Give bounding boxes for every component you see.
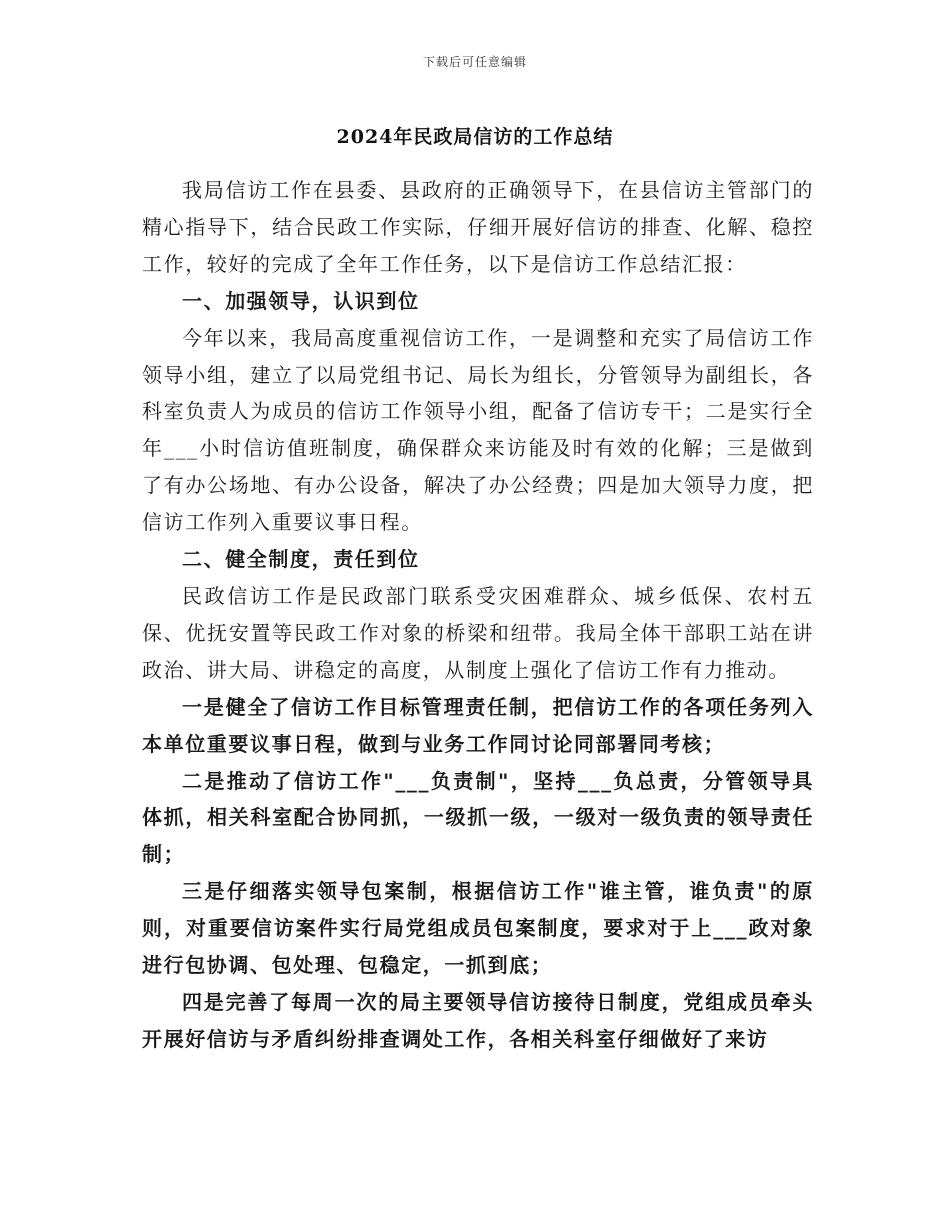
document-title: 2024年民政局信访的工作总结	[336, 126, 614, 148]
section-heading-2: 二、健全制度，责任到位	[182, 547, 420, 572]
paragraph-section-1: 今年以来，我局高度重视信访工作，一是调整和充实了局信访工作领导小组，建立了以局党组书记、局长为组长，分管领导为副组长，各科室负责人为成员的信访工作领导小组，配备了信访专干；二是实行全年___小时信访值班制度，确保群众来访能及时有效的化解；三是做到了有办公场地、有办公设备，解决了办公经费；四是加大领导力度，把信访工作列入重要议事日程。	[142, 325, 814, 535]
paragraph-item-2: 二是推动了信访工作"___负责制"，坚持___负总责，分管领导具体抓，相关科室配合协同抓，一级抓一级，一级对一级负责的领导责任制；	[142, 768, 814, 867]
paragraph-intro: 我局信访工作在县委、县政府的正确领导下，在县信访主管部门的精心指导下，结合民政工作实际，仔细开展好信访的排查、化解、稳控工作，较好的完成了全年工作任务，以下是信访工作总结汇报：	[142, 178, 814, 276]
header-note: 下载后可任意编辑	[422, 55, 527, 69]
paragraph-item-3: 三是仔细落实领导包案制，根据信访工作"谁主管，谁负责"的原则，对重要信访案件实行局党组成员包案制度，要求对于上___政对象进行包协调、包处理、包稳定，一抓到底；	[142, 879, 814, 978]
paragraph-item-4: 四是完善了每周一次的局主要领导信访接待日制度，党组成员牵头开展好信访与矛盾纠纷排查调处工作，各相关科室仔细做好了来访	[142, 989, 814, 1051]
section-heading-1: 一、加强领导，认识到位	[182, 288, 420, 313]
paragraph-item-1: 一是健全了信访工作目标管理责任制，把信访工作的各项任务列入本单位重要议事日程，做到与业务工作同讨论同部署同考核；	[142, 694, 814, 756]
document-body	[142, 172, 814, 1058]
paragraph-section-2: 民政信访工作是民政部门联系受灾困难群众、城乡低保、农村五保、优抚安置等民政工作对象的桥梁和纽带。我局全体干部职工站在讲政治、讲大局、讲稳定的高度，从制度上强化了信访工作有力推动。	[142, 583, 814, 682]
